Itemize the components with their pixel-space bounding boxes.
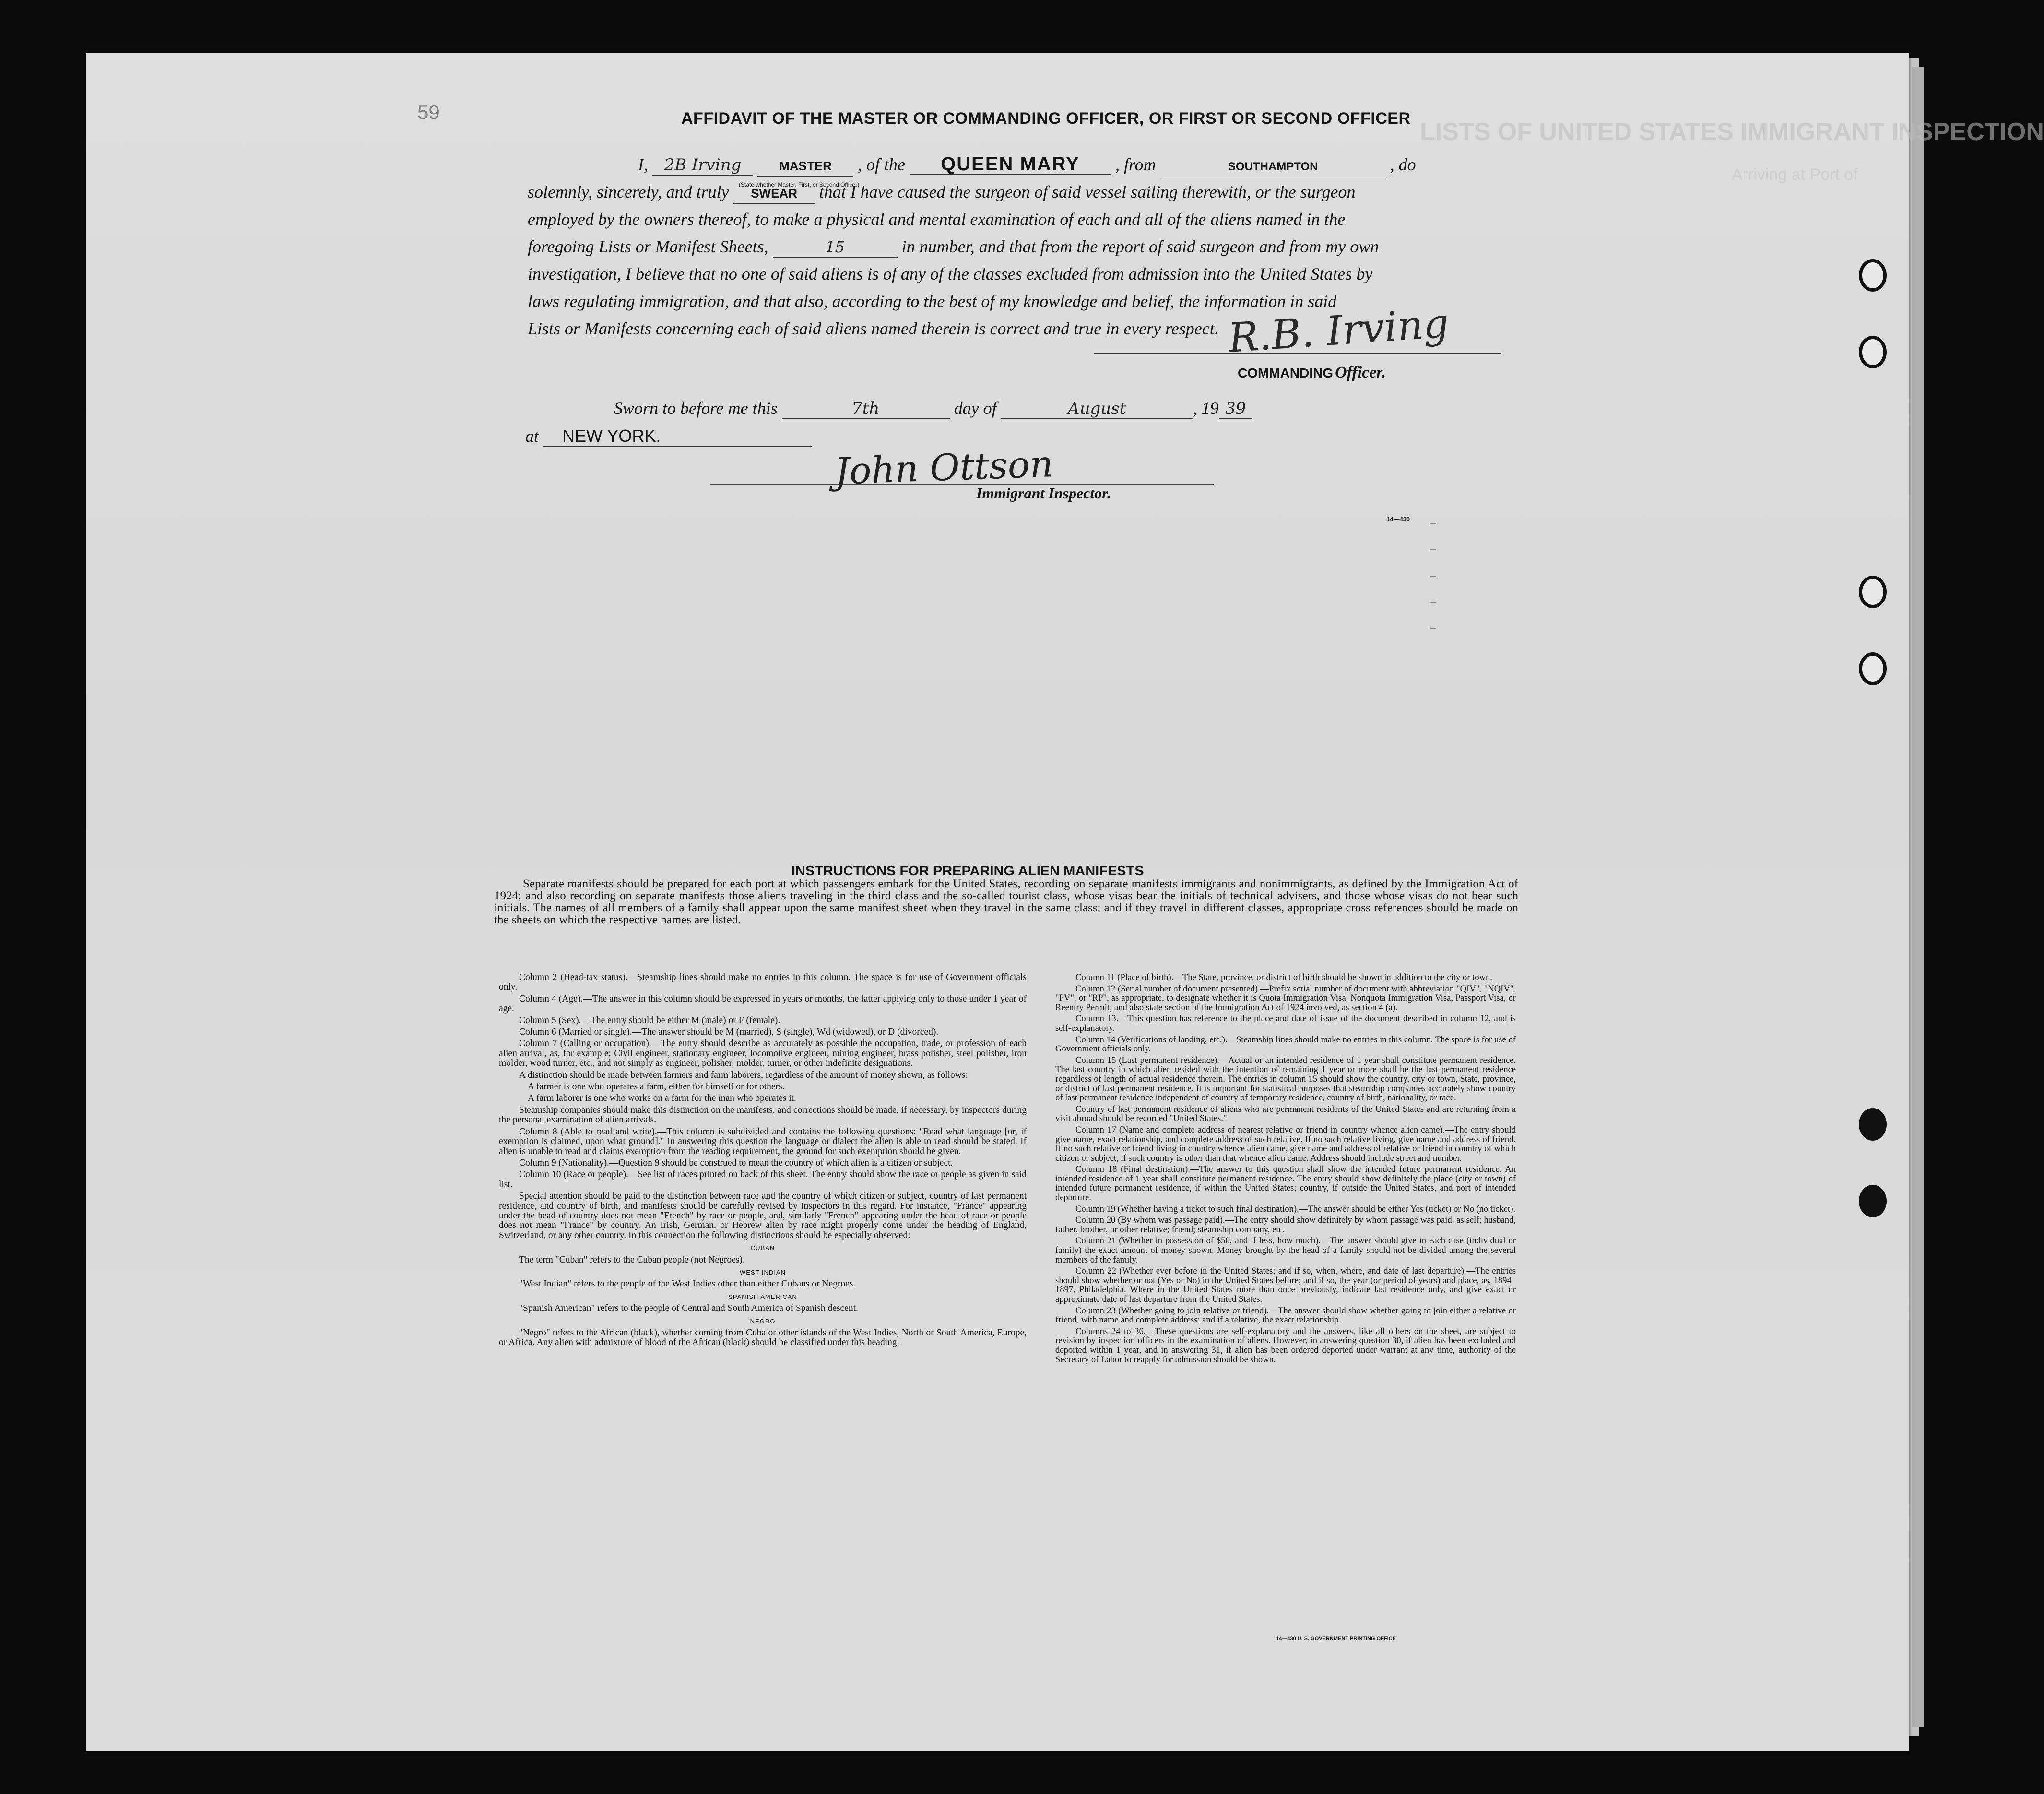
affidavit-line-6: laws regulating immigration, and that also, according to the best of my knowledge and belief, the information in said: [528, 292, 1337, 311]
instr-steamship: Steamship companies should make this distinction on the manifests, and corrections should be made, if necessary, by inspectors during the personal examination of alien arrivals.: [499, 1105, 1027, 1125]
instr-col-15: Column 15 (Last permanent residence).—Actual or an intended residence of 1 year shall constitute permanent residence. The last country in which alien resided with the intention of remaining 1 year or more shall be the last permanent residence regardless of length of actual residence therein. The entries in column 15 should show the country, city or town, State, province, or district of last permanent residence. It is important for statistical purposes that steamship companies accurately show country of last permanent residence independent of country of temporary residence, country of birth, nationality, or race.: [1055, 1055, 1516, 1103]
form-number: 14—430: [1386, 516, 1410, 523]
sworn-day-field: 7th: [782, 399, 950, 419]
instr-col-23: Column 23 (Whether going to join relative or friend).—The answer should show whether going to join either a relative or friend, with name and complete address; and if a relative, the exact relationship.: [1055, 1305, 1516, 1325]
instr-col-22: Column 22 (Whether ever before in the United States; and if so, when, where, and date of last departure).—The entries should show whether or not (Yes or No) in the United States before; and if so, the year (or period of years) and place, as, 1894–1897, Philadelphia. Where in the United States more than once previously, indicate last residence only, and give exact or approximate date of last departure from the United States.: [1055, 1266, 1516, 1304]
place-field: NEW YORK.: [543, 426, 812, 447]
from-text: , from: [1115, 155, 1156, 174]
at-text: at: [525, 426, 539, 446]
day-of-text: day of: [954, 399, 997, 418]
rank-note: (State whether Master, First, or Second Officer): [739, 181, 860, 188]
instr-col-18: Column 18 (Final destination).—The answer to this question shall show the intended future permanent residence. An intended residence of 1 year shall constitute permanent residence. The entry should show definitely the place (city or town) of intended future permanent residence, if within the United States; country, if outside the United States, and port of intended departure.: [1055, 1164, 1516, 1203]
instr-col-12: Column 12 (Serial number of document presented).—Prefix serial number of document with abbreviation "QIV", "NQIV", "PV", or "RP", as appropriate, to designate whether it is Quota Immigration Visa, Nonquota Immigration Visa, Passport Visa, or Reentry Permit; and also state section of the Immigration Act of 1924 involved, as section 4 (a).: [1055, 983, 1516, 1013]
instr-col-5: Column 5 (Sex).—The entry should be either M (male) or F (female).: [519, 1015, 780, 1026]
signature-title-officer: Officer.: [1335, 364, 1386, 381]
instr-col-19: Column 19 (Whether having a ticket to such final destination).—The answer should be either Yes (ticket) or No (no ticket).: [1075, 1204, 1516, 1214]
of-the-text: , of the: [858, 155, 905, 174]
sheets-count-field: 15: [773, 237, 898, 258]
signature-title: [1238, 364, 1386, 382]
binder-hole: [1859, 259, 1887, 292]
affidavit-line-2: [528, 178, 1535, 206]
affidavit-text: that I have caused the surgeon of said vessel sailing therewith, or the surgeon: [819, 182, 1356, 201]
sworn-month-field: August: [1001, 399, 1193, 419]
heading-cuban: CUBAN: [750, 1244, 775, 1252]
binder-hole: [1859, 1185, 1887, 1217]
affidavit-line-3: employed by the owners thereof, to make a physical and mental examination of each and all of the aliens named in the: [528, 210, 1346, 229]
heading-spanish-american: SPANISH AMERICAN: [728, 1293, 797, 1300]
sworn-line: [614, 398, 1252, 419]
back-sheet-edge-2: [1912, 67, 1924, 1727]
instr-col-13: Column 13.—This question has reference to the place and date of issue of the document described in column 12, and is self-explanatory.: [1055, 1014, 1516, 1033]
instr-col-20: Column 20 (By whom was passage paid).—The entry should show definitely by whom passage was paid, as self; husband, father, brother, or other relative; friend; steamship company, etc.: [1055, 1215, 1516, 1235]
binder-hole: [1859, 336, 1887, 368]
place-line: [525, 426, 812, 447]
instr-col-7: Column 7 (Calling or occupation).—The entry should describe as accurately as possible the occupation, trade, or profession of each alien arrival, as, for example: Civil engineer, stationary engineer, locomotive engineer, mining engineer, brass polisher, steel polisher, iron molder, wood turner, etc., and not simply as engineer, polisher, molder, turner, or other indefinite designations.: [499, 1039, 1027, 1069]
instr-col-24: Columns 24 to 36.—These questions are self-explanatory and the answers, like all others on the sheet, are subject to revision by inspection officers in the examination of aliens. However, in answering question 30, if alien has been excluded and deported within 1 year, and in answering 31, if alien has been ordered deported under warrant at any time, authority of the Secretary of Labor to reapply for admission should be shown.: [1055, 1326, 1516, 1365]
inspector-signature-line: [710, 484, 1214, 485]
instr-col-10: Column 10 (Race or people).—See list of races printed on back of this sheet. The entry should show the race or people as given in said list.: [499, 1169, 1027, 1190]
binder-hole: [1859, 652, 1887, 685]
affidavit-line-7: Lists or Manifests concerning each of said aliens named therein is correct and true in every respect.: [528, 319, 1219, 338]
instr-col-6: Column 6 (Married or single).—The answer should be M (married), S (single), Wd (widowed), or D (divorced).: [519, 1027, 939, 1038]
affidavit-text: solemnly, sincerely, and truly: [528, 182, 729, 201]
instr-col-14: Column 14 (Verifications of landing, etc.).—Steamship lines should make no entries in this column. The space is for use of Government officials only.: [1055, 1034, 1516, 1054]
page-stamp: 59: [417, 101, 440, 123]
instr-col-4: Column 4 (Age).—The answer in this column should be expressed in years or months, the latter applying only to those under 1 year of age.: [499, 993, 1027, 1014]
inspector-title: Immigrant Inspector.: [976, 484, 1111, 502]
heading-negro: NEGRO: [750, 1317, 776, 1325]
heading-west-indian: WEST INDIAN: [740, 1268, 786, 1276]
bleed-through-heading: LISTS OF UNITED STATES IMMIGRANT INSPECTION: [1420, 118, 2044, 146]
instr-country: Country of last permanent residence of aliens who are permanent residents of the United States and are returning from a visit abroad should be recorded "United States.": [1055, 1104, 1516, 1124]
instr-farmer: A farmer is one who operates a farm, either for himself or for others.: [528, 1082, 785, 1092]
master-signature: R.B. Irving: [1227, 299, 1451, 362]
instr-col-2: Column 2 (Head-tax status).—Steamship lines should make no entries in this column. The space is for use of Government officials only.: [499, 972, 1027, 992]
sworn-text: Sworn to before me this: [614, 399, 778, 418]
instr-col-9: Column 9 (Nationality).—Question 9 should be construed to mean the country of which alien is a citizen or subject.: [519, 1157, 953, 1168]
affidavit-line-5: investigation, I believe that no one of said aliens is of any of the classes excluded from admission into the United States by: [528, 264, 1373, 283]
affidavit-text: in number, and that from the report of said surgeon and from my own: [901, 237, 1379, 256]
instructions-left-column: [499, 973, 1027, 1350]
affidavit-title: AFFIDAVIT OF THE MASTER OR COMMANDING OFFICER, OR FIRST OR SECOND OFFICER: [681, 109, 1411, 128]
margin-ticks: [1430, 523, 1434, 667]
instr-col-21: Column 21 (Whether in possession of $50, and if less, how much).—The answer should give in each case (individual or family) the exact amount of money shown. Money brought by the head of a family should not be divided among the several members of the family.: [1055, 1236, 1516, 1265]
inspector-signature: John Ottson: [834, 442, 1054, 493]
rank-field: MASTER: [757, 156, 853, 177]
binder-hole: [1859, 576, 1887, 608]
signature-title-rank: COMMANDING: [1238, 366, 1334, 380]
bleed-through-line: Arriving at Port of: [1732, 165, 1858, 184]
year-prefix: , 19: [1193, 399, 1219, 418]
instr-negro: "Negro" refers to the African (black), whether coming from Cuba or other islands of the West Indies, North or South America, Europe, or Africa. Any alien with admixture of blood of the African (black) should be classified under this heading.: [499, 1328, 1027, 1348]
instr-spanish-american: "Spanish American" refers to the people of Central and South America of Spanish descent.: [519, 1303, 858, 1314]
printing-office-footer: 14—430 U. S. GOVERNMENT PRINTING OFFICE: [1276, 1636, 1396, 1641]
instr-west-indian: "West Indian" refers to the people of the West Indies other than either Cubans or Negroes.: [519, 1279, 856, 1289]
affidavit-text: foregoing Lists or Manifest Sheets,: [528, 237, 768, 256]
master-signature-line: [1094, 353, 1501, 354]
instr-cuban: The term "Cuban" refers to the Cuban people (not Negroes).: [519, 1254, 745, 1265]
instructions-title: INSTRUCTIONS FOR PREPARING ALIEN MANIFESTS: [792, 863, 1144, 879]
instructions-right-column: [1055, 973, 1516, 1366]
instr-col-17: Column 17 (Name and complete address of nearest relative or friend in country whence alien came).—The entry should give name, exact relationship, and complete address of such relative. If no such relative living, give name and address of friend. If no such relative or friend living in country whence alien came, give name and address of relative or friend in country of which citizen or subject, if such country is other than that whence alien came. Address should include street and number.: [1055, 1124, 1516, 1163]
binder-hole: [1859, 1108, 1887, 1141]
affidavit-line-1: [528, 151, 1535, 188]
manifest-sheet: [86, 53, 2044, 1751]
instr-special: Special attention should be paid to the distinction between race and the country of which citizen or subject, country of last permanent residence, and country of birth, and manifests should be carefully revised by inspectors in this regard. For instance, "France" appearing under the head of country does not mean "French" by race or people, and, similarly "French" appearing under the head of race or people does not mean "France" by country. An Irish, German, or Hebrew alien by race might properly come under the heading of England, Switzerland, or any other country. In this connection the following distinctions should be especially observed:: [499, 1191, 1027, 1240]
do-text: , do: [1390, 155, 1416, 174]
affidavit-line-4: [528, 233, 1535, 260]
port-field: SOUTHAMPTON: [1160, 157, 1386, 177]
instructions-intro: Separate manifests should be prepared for each port at which passengers embark for the United States, recording on separate manifests immigrants and nonimmigrants, as defined by the Immigration Act of 1924; and also recording on separate manifests those aliens traveling in the third class and the so-called tourist class, whose visas bear the initials of technical advisers, and those whose visas do not bear such initials. The names of all members of a family shall appear upon the same manifest sheet when they travel in the same class; and if they travel in different classes, appropriate cross references should be made on the sheets on which the respective names are listed.: [494, 877, 1518, 926]
affidavit-pronoun: I,: [638, 155, 648, 174]
officer-name-field: 2B Irving: [652, 155, 753, 176]
instr-col-8: Column 8 (Able to read and write).—This column is subdivided and contains the following questions: "Read what language [or, if exemption is claimed, upon what ground]." In answering this question the language or dialect the alien is able to read should be stated. If alien is unable to read and claims exemption from the reading requirement, the ground for such exemption should be given.: [499, 1126, 1027, 1157]
swear-field: SWEAR: [733, 184, 815, 204]
instr-distinction: A distinction should be made between farmers and farm laborers, regardless of the amount of money shown, as follows:: [519, 1070, 968, 1080]
sworn-year-field: 39: [1219, 399, 1252, 419]
vessel-field: QUEEN MARY: [910, 154, 1111, 175]
instr-col-11: Column 11 (Place of birth).—The State, province, or district of birth should be shown in addition to the city or town.: [1075, 972, 1492, 982]
instr-farm-laborer: A farm laborer is one who works on a farm for the man who operates it.: [528, 1093, 796, 1104]
